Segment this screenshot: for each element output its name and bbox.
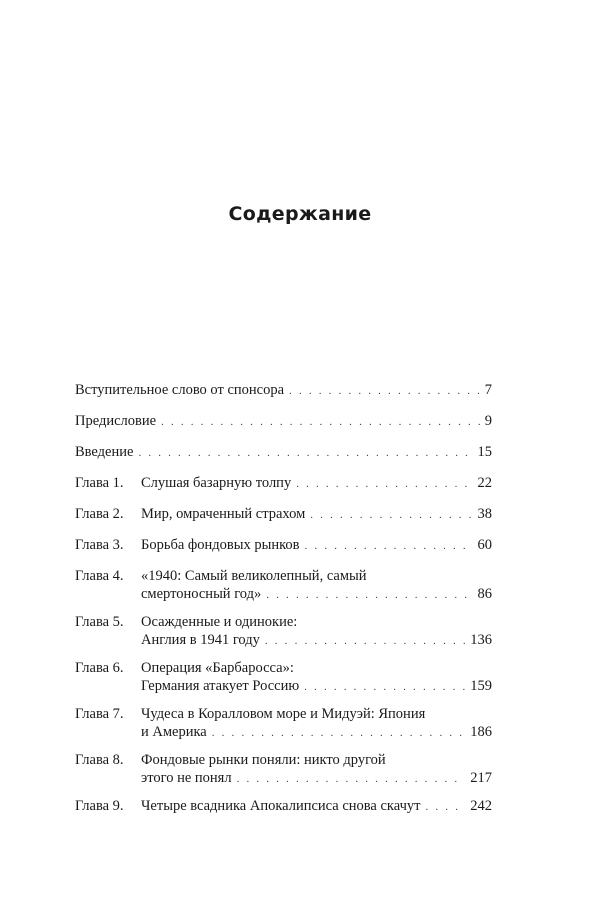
toc-entry-title: Борьба фондовых рынков [141, 537, 300, 553]
dot-leader [310, 506, 472, 524]
toc-entry-title-line: Операция «Барбаросса»: [141, 660, 294, 676]
toc-entry-title: этого не понял [141, 770, 232, 786]
toc-entry-sponsor[interactable] [75, 381, 492, 400]
toc-entry-title-line: «1940: Самый великолепный, самый [141, 568, 367, 584]
toc-entry-title: Мир, омраченный страхом [141, 506, 306, 522]
toc-page-number: 38 [477, 506, 492, 522]
toc-entry-chapter-2[interactable] [75, 505, 492, 524]
toc-entry-title: Германия атакует Россию [141, 678, 300, 694]
toc-page-number: 22 [477, 475, 492, 491]
toc-entry-preface[interactable] [75, 412, 492, 431]
dot-leader [296, 475, 472, 493]
toc-entry-title-line: Фондовые рынки поняли: никто другой [141, 752, 386, 768]
toc-entry-chapter-4[interactable] [75, 567, 492, 604]
toc-page-number: 60 [477, 537, 492, 553]
toc-chapter-number: Глава 7. [75, 706, 124, 722]
toc-chapter-number: Глава 4. [75, 568, 124, 584]
dot-leader [304, 678, 465, 696]
toc-chapter-number: Глава 8. [75, 752, 124, 768]
toc-entry-chapter-9[interactable] [75, 797, 492, 816]
toc-entry-title: смертоносный год» [141, 586, 262, 602]
toc-page-number: 242 [470, 798, 492, 814]
toc-page-number: 136 [470, 632, 492, 648]
toc-page-number: 217 [470, 770, 492, 786]
toc-chapter-number: Глава 2. [75, 506, 124, 522]
dot-leader [289, 382, 480, 400]
page-title: Содержание [228, 203, 372, 225]
toc-page-number: 7 [484, 382, 492, 398]
dot-leader [237, 770, 466, 788]
toc-entry-chapter-7[interactable] [75, 705, 492, 742]
toc-entry-title: Введение [75, 444, 134, 460]
toc-page-number: 159 [470, 678, 492, 694]
toc-chapter-number: Глава 3. [75, 537, 124, 553]
toc-page-number: 86 [477, 586, 492, 602]
toc-page-number: 186 [470, 724, 492, 740]
toc-chapter-number: Глава 1. [75, 475, 124, 491]
dot-leader [212, 724, 466, 742]
toc-entry-chapter-1[interactable] [75, 474, 492, 493]
toc-entry-title: Слушая базарную толпу [141, 475, 292, 491]
toc-entry-chapter-6[interactable] [75, 659, 492, 696]
toc-entry-title: Четыре всадника Апокалипсиса снова скачут [141, 798, 421, 814]
toc-entry-title: Предисловие [75, 413, 157, 429]
toc-entry-title: Англия в 1941 году [141, 632, 260, 648]
dot-leader [426, 798, 466, 816]
toc-chapter-number: Глава 6. [75, 660, 124, 676]
dot-leader [138, 444, 472, 462]
toc-entry-introduction[interactable] [75, 443, 492, 462]
toc-entry-title-line: Осажденные и одинокие: [141, 614, 298, 630]
table-of-contents [75, 381, 492, 828]
dot-leader [265, 632, 465, 650]
toc-entry-title: и Америка [141, 724, 207, 740]
toc-chapter-number: Глава 5. [75, 614, 124, 630]
dot-leader [266, 586, 472, 604]
toc-entry-title-line: Чудеса в Коралловом море и Мидуэй: Япония [141, 706, 426, 722]
toc-entry-chapter-8[interactable] [75, 751, 492, 788]
dot-leader [305, 537, 473, 555]
toc-page-number: 9 [484, 413, 492, 429]
dot-leader [161, 413, 480, 431]
toc-entry-title: Вступительное слово от спонсора [75, 382, 285, 398]
toc-chapter-number: Глава 9. [75, 798, 124, 814]
toc-page-number: 15 [477, 444, 492, 460]
toc-entry-chapter-5[interactable] [75, 613, 492, 650]
toc-entry-chapter-3[interactable] [75, 536, 492, 555]
